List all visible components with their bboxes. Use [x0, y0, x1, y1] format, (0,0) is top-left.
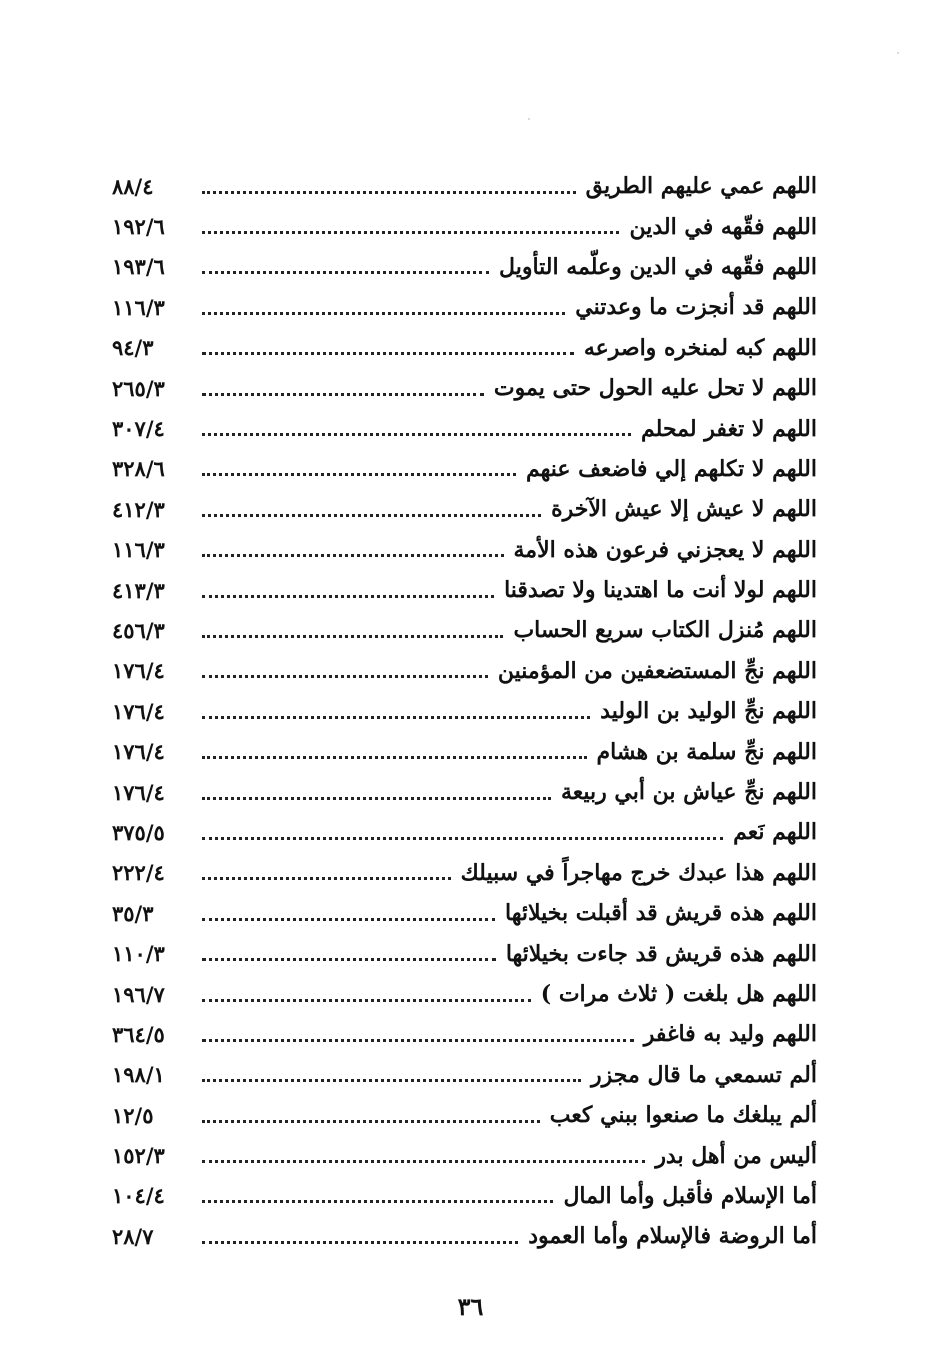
- index-entry: [112, 1055, 817, 1095]
- scan-speck: [897, 52, 899, 54]
- entry-reference: ٣٠٧/٤: [112, 416, 165, 442]
- index-entry: [112, 1135, 817, 1175]
- entry-reference: ١١٠/٣: [112, 941, 165, 967]
- index-entry: [112, 933, 817, 973]
- entry-reference: ١٧٦/٤: [112, 739, 165, 765]
- entry-text: اللهم لا يعجزني فرعون هذه الأمة: [513, 536, 817, 563]
- entry-reference: ١٥٢/٣: [112, 1143, 165, 1169]
- index-list: [112, 166, 817, 1257]
- dot-leader: [202, 958, 496, 961]
- index-entry: [112, 247, 817, 287]
- entry-reference: ٣٧٥/٥: [112, 819, 165, 845]
- entry-reference: ١٩٢/٦: [112, 214, 165, 240]
- dot-leader: [202, 756, 587, 759]
- dot-leader: [202, 231, 619, 234]
- dot-leader: [202, 595, 494, 598]
- entry-text: اللهم فقّهه في الدين: [629, 213, 817, 240]
- entry-text: اللهم لا تكلهم إلي فاضعف عنهم: [525, 455, 817, 482]
- index-entry: [112, 408, 817, 448]
- entry-text: اللهم نجِّ الوليد بن الوليد: [600, 698, 817, 725]
- entry-text: اللهم قد أنجزت ما وعدتني: [575, 294, 817, 321]
- page-number: ٣٦: [457, 1292, 484, 1321]
- dot-leader: [202, 1160, 645, 1163]
- entry-reference: ٣٢٨/٦: [112, 456, 165, 482]
- entry-reference: ١٧٦/٤: [112, 658, 165, 684]
- entry-text: اللهم هذه قريش قد جاءت بخيلائها: [505, 940, 817, 967]
- scan-speck: [528, 118, 530, 120]
- entry-reference: ١٩٣/٦: [112, 254, 165, 280]
- dot-leader: [202, 837, 723, 840]
- index-entry: [112, 974, 817, 1014]
- index-entry: [112, 691, 817, 731]
- entry-text: أما الإسلام فأقبل وأما المال: [563, 1182, 817, 1209]
- dot-leader: [202, 352, 574, 355]
- index-entry: [112, 731, 817, 771]
- entry-text: اللهم لا تحل عليه الحول حتى يموت: [493, 375, 817, 402]
- dot-leader: [202, 191, 576, 194]
- entry-text: اللهم وليد به فاغفر: [643, 1021, 817, 1048]
- entry-text: اللهم عمي عليهم الطريق: [585, 173, 817, 200]
- entry-reference: ٤١٣/٣: [112, 577, 165, 603]
- index-entry: [112, 206, 817, 246]
- entry-text: أليس من أهل بدر: [655, 1142, 817, 1169]
- entry-text: اللهم نجِّ سلمة بن هشام: [596, 738, 817, 765]
- entry-text: اللهم لا تغفر لمحلم: [641, 415, 817, 442]
- dot-leader: [202, 716, 590, 719]
- entry-reference: ٢٢٢/٤: [112, 860, 165, 886]
- entry-reference: ١١٦/٣: [112, 537, 165, 563]
- entry-text: اللهم هل بلغت ( ثلاث مرات ): [540, 981, 817, 1007]
- index-entry: [112, 449, 817, 489]
- entry-reference: ١٧٦/٤: [112, 698, 165, 724]
- entry-text: اللهم نجِّ عياش بن أبي ربيعة: [560, 779, 817, 806]
- index-entry: [112, 1014, 817, 1054]
- entry-text: ألم يبلغك ما صنعوا ببني كعب: [549, 1102, 817, 1129]
- index-entry: [112, 368, 817, 408]
- entry-text: اللهم مُنزل الكتاب سريع الحساب: [513, 617, 817, 644]
- index-entry: [112, 1095, 817, 1135]
- entry-text: اللهم فقّهه في الدين وعلّمه التأويل: [499, 253, 817, 280]
- dot-leader: [202, 554, 504, 557]
- dot-leader: [202, 312, 565, 315]
- dot-leader: [202, 473, 516, 476]
- entry-reference: ١٠٤/٤: [112, 1183, 165, 1209]
- entry-text: اللهم لا عيش إلا عيش الآخرة: [551, 496, 817, 523]
- index-entry: [112, 489, 817, 529]
- entry-reference: ١٢/٥: [112, 1102, 154, 1128]
- dot-leader: [202, 1039, 634, 1042]
- entry-reference: ١٩٨/١: [112, 1062, 165, 1088]
- dot-leader: [202, 877, 451, 880]
- dot-leader: [202, 999, 531, 1002]
- index-entry: [112, 772, 817, 812]
- entry-reference: ٤٥٦/٣: [112, 617, 165, 643]
- index-entry: [112, 166, 817, 206]
- entry-text: اللهم هذا عبدك خرج مهاجراً في سبيلك: [460, 859, 817, 886]
- index-entry: [112, 853, 817, 893]
- index-entry: [112, 893, 817, 933]
- index-entry: [112, 530, 817, 570]
- index-entry: [112, 610, 817, 650]
- dot-leader: [202, 675, 488, 678]
- entry-text: اللهم نَعم: [733, 819, 817, 846]
- dot-leader: [202, 1200, 553, 1203]
- index-entry: [112, 812, 817, 852]
- dot-leader: [202, 393, 484, 396]
- entry-reference: ١١٦/٣: [112, 294, 165, 320]
- entry-reference: ٢٨/٧: [112, 1223, 154, 1249]
- dot-leader: [202, 797, 551, 800]
- index-entry: [112, 287, 817, 327]
- index-entry: [112, 651, 817, 691]
- entry-reference: ١٧٦/٤: [112, 779, 165, 805]
- entry-text: اللهم لولا أنت ما اهتدينا ولا تصدقنا: [504, 577, 817, 604]
- entry-text: أما الروضة فالإسلام وأما العمود: [528, 1223, 817, 1250]
- dot-leader: [202, 271, 489, 274]
- dot-leader: [202, 1079, 581, 1082]
- entry-text: اللهم نجِّ المستضعفين من المؤمنين: [497, 657, 817, 684]
- dot-leader: [202, 635, 503, 638]
- entry-reference: ٩٤/٣: [112, 335, 154, 361]
- entry-reference: ١٩٦/٧: [112, 981, 165, 1007]
- dot-leader: [202, 918, 495, 921]
- entry-reference: ٣٥/٣: [112, 900, 154, 926]
- entry-text: اللهم كبه لمنخره واصرعه: [583, 334, 817, 361]
- entry-reference: ٢٦٥/٣: [112, 375, 165, 401]
- dot-leader: [202, 433, 631, 436]
- index-entry: [112, 570, 817, 610]
- entry-reference: ٨٨/٤: [112, 173, 154, 199]
- dot-leader: [202, 1241, 518, 1244]
- dot-leader: [202, 514, 541, 517]
- entry-reference: ٣٦٤/٥: [112, 1021, 165, 1047]
- entry-text: اللهم هذه قريش قد أقبلت بخيلائها: [505, 900, 817, 927]
- index-entry: [112, 328, 817, 368]
- dot-leader: [202, 1120, 540, 1123]
- index-entry: [112, 1176, 817, 1216]
- index-entry: [112, 1216, 817, 1256]
- entry-text: ألم تسمعي ما قال مجزر: [591, 1061, 817, 1088]
- entry-reference: ٤١٢/٣: [112, 496, 165, 522]
